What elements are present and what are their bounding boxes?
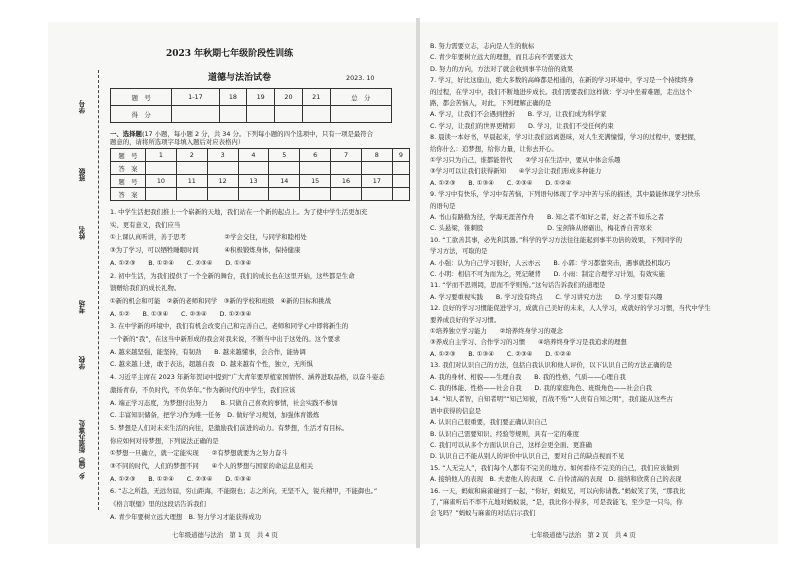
margin-label-student-id: 学号 [79, 100, 87, 114]
answer-cell[interactable] [361, 188, 392, 201]
question-line: ①培养独立学习能力 ②培养终身学习的观念 [430, 327, 563, 335]
score-header-cell: 18 [219, 89, 247, 106]
left-page [48, 22, 416, 544]
exam-title: 2023 年秋期七年级阶段性训练 [166, 49, 294, 59]
question-line: 给你什么：追梦想，给你力量，让你去开心。 [430, 144, 558, 153]
right-page-footer: 七年级道德与法治 第 2 页 共 4 页 [530, 531, 636, 539]
section-note-2: 题意的，请将所选项字母填入题后对应表格内） [110, 138, 245, 146]
answer-table [110, 148, 410, 201]
question-line: A. ①②③ B. ①②④ C. ②③④ D. ①③④ [110, 258, 252, 267]
question-line: B. 认识自己需要知识、经验等规则，具有一定的难度 [430, 429, 580, 438]
question-line: A. 学习，让我们不会遇到挫折 B. 学习，让我们成为科学家 [430, 110, 607, 119]
question-line: 7. 学习，好比这座山，绝大多数的高峰都是相通的，在新的学习环境中，学习是一个持续终身 [430, 76, 694, 85]
answer-cell[interactable] [207, 188, 238, 201]
score-header-cell: 19 [247, 89, 275, 106]
question-line: 你应如何对待梦想，下列说法正确的是 [110, 436, 219, 445]
question-line: 学习方法，可取的是 [430, 247, 488, 256]
question-line: 激扬青春，不负时代，不负华年。”作为新时代的中学生，我们应该 [110, 385, 296, 394]
question-line: 3. 在中学新的环境中，我们有机会改变自己和完善自己，老师和同学心中即将新生的 [110, 322, 349, 331]
question-line: A. 接纳他人的表现 B. 夫妻他人的表现 C. 自怜清高的表现 D. 接纳和欣赏自己的表现 [430, 475, 682, 484]
subject-title: 道德与法治试卷 [208, 73, 272, 83]
question-line: 12. 良好的学习习惯能促进学习，成就自己美好的未来，人人学习，成就好的学习习惯，当代中学生 [430, 304, 711, 313]
score-header-cell: 20 [275, 89, 303, 106]
question-line: 馈赠给我们的成长礼物。 [110, 284, 181, 293]
answer-number: 8 [361, 149, 392, 162]
question-line: D. 努力的方向，方法对了就会收到事半功倍的效果 [430, 64, 574, 73]
score-header-cell: 1-17 [172, 89, 219, 106]
section-heading: 一、选择题 [110, 130, 142, 138]
section-note: (17 小题，每小题 2 分，共 34 分。下列每小题的四个选项中，只有一项是最符合 [141, 130, 374, 138]
question-line: 11. “学而不思则罔，思而不学则殆。”这句话告诉我们的道理是 [430, 281, 606, 290]
score-row-label: 得 分 [111, 106, 172, 123]
question-line: A. 青少年要树立远大理想 B. 努力学习才能获得成功 [110, 512, 261, 521]
answer-cell[interactable] [331, 188, 362, 201]
question-line: 2. 初中生活，为我们提供了一个全新的舞台，我们的成长也在这里开始，这些都是生命 [110, 271, 355, 280]
question-line: A. 越来越坚强，能坚持，有韧劲 B. 越来越懂事，会合作，能协调 [110, 347, 306, 356]
question-line: 了，”麻雀听后不率不亢地对蚂蚁说，“是，我比你小得多，可是我能飞，至少是一只鸟，你 [430, 498, 683, 506]
question-line: 9. 学习中有快乐，学习中有苦恼，下列语句体现了学习中苦与乐的描述，其中最能体现学习快乐 [430, 190, 701, 199]
answer-cell[interactable] [238, 162, 269, 175]
answer-number: 9 [392, 149, 409, 162]
answer-number: 3 [207, 149, 238, 162]
margin-label-name: 姓名 [79, 226, 87, 240]
question-line: ③为了学习，可以牺牲睡眠时间 ④积极锻炼身体，保持健康 [110, 246, 301, 255]
answer-number: 6 [300, 149, 331, 162]
answer-label: 答 案 [111, 162, 146, 175]
binding-line [98, 70, 99, 510]
score-cell[interactable] [247, 106, 275, 123]
answer-cell[interactable] [146, 162, 177, 175]
answer-cell[interactable] [207, 162, 238, 175]
question-line: C. 头悬梁，锥刺股 D. 宝剑锋从磨砺出，梅花香自苦寒来 [430, 224, 653, 233]
question-line: A. 书山有路勤为径，学海无涯苦作舟 B. 知之者不如好之者，好之者不如乐之者 [430, 213, 665, 221]
question-line: B. 努力需要立志，志向是人生的航标 [430, 42, 535, 50]
question-line: 13. 我们对认识自己的方法，包括自我认识和他人评价，以下认识自己的方法正确的是 [430, 361, 673, 370]
question-line: 5. 梦想是人们对未来生活的向往，是激励我们前进的动力。有梦想，生活才有目标。 [110, 423, 349, 432]
exam-date: 2023. 10 [346, 74, 375, 82]
question-line: 会飞吗？”蚂蚁与麻雀的对话启示我们 [430, 509, 536, 518]
question-line: C. 越来越上进，敢于表达，超越自我 D. 越来越有个性，独立，无所惧 [110, 360, 313, 369]
question-line: A. ①②③ B. ①③④ C. ②③④ D. ①②④ [430, 349, 572, 358]
answer-cell[interactable] [176, 162, 207, 175]
answer-number: 7 [331, 149, 362, 162]
answer-cell[interactable] [361, 162, 392, 175]
margin-label-school: 学校 [79, 356, 87, 370]
question-line: 14. “知人者智，自知者明”“知己知彼，百战不殆”“人贵有自知之明”，我们能从这些古 [430, 395, 673, 404]
question-line: ①学习只为自己，谁都能替代 ②学习在生活中，要从中体会乐趣 [430, 156, 621, 164]
left-page-footer: 七年级道德与法治 第 1 页 共 4 页 [172, 531, 278, 539]
answer-cell[interactable] [392, 162, 409, 175]
answer-number: 11 [176, 175, 207, 188]
score-cell[interactable] [172, 106, 219, 123]
answer-cell [392, 175, 409, 188]
answer-header: 题 号 [111, 175, 146, 188]
question-line: 15. “人无完人”，我们每个人都有不完美的地方。如何看待不完美的自己，我们应该做到 [430, 463, 679, 472]
answer-number: 2 [176, 149, 207, 162]
question-line: A. 我的身材、相貌——生理自我 B. 我的性格、气质——心理自我 [430, 372, 626, 381]
question-line: ③学习可以让我们获得新知 ④学习会让我们形成多种能力 [430, 167, 602, 176]
question-line: ③养成自主学习、合作学习的习惯 ④培养终身学习是我追求的理想 [430, 338, 627, 347]
score-cell[interactable] [330, 106, 391, 123]
answer-number: 12 [207, 175, 238, 188]
question-line: ③不同的时代，人们的梦想不同 ④个人的梦想与国家的命运息息相关 [110, 462, 314, 470]
answer-cell[interactable] [176, 188, 207, 201]
question-line: A. 端正学习态度，为梦想付出努力 B. 只做自己喜欢的事情，社会实践不参加 [110, 398, 338, 407]
question-line: C. 学习，让我们的世界更精彩 D. 学习，让我们不受任何约束 [430, 121, 614, 130]
question-line: 10. “工欲善其事，必先利其器。”科学的学习方法往往能起到事半功倍的效果，下列同学的 [430, 235, 683, 244]
question-line: A. ①②③ B. ①②④ C. ②③④ D. ①③④ [110, 474, 252, 483]
question-line: C. 青少年要树立远大的理想，而且志向不需要远大 [430, 53, 573, 62]
question-line: 语中获得的信息是 [430, 406, 482, 415]
question-line: ①上课认真听讲，善于思考 ②学会交往，与同学和睦相处 [110, 233, 307, 242]
question-line: 的过程，在学习中，我们不断地进步成长。我们需要我们这样做：学习中坐着难题，走出这个 [430, 87, 693, 96]
question-line: 路，都会苦恼人，对此，下列理解正确的是 [430, 99, 552, 107]
question-line: C. 我的体能、性格——社会自我 D. 我的家庭角色、班级角色——社会自我 [430, 384, 653, 392]
question-line: A. ①② B. ①③④ C. ②③④ D. ①②③④ [110, 309, 252, 318]
question-line: C. 丰富知识储备，把学习作为唯一任务 D. 做好学习规划，加强体育锻炼 [110, 411, 320, 420]
answer-cell[interactable] [269, 162, 300, 175]
question-line: ①新的机会和可能 ②新的老师和同学 ③新的学校和班级 ④新的目标和挑战 [110, 296, 332, 305]
answer-header: 题 号 [111, 149, 146, 162]
question-line: 《格言联璧》里的这段话告诉我们 [110, 500, 206, 509]
score-header-cell: 总 分 [330, 89, 391, 106]
question-line: C. 我们可以从多个方面认识自己，这样会更全面、更准确 [430, 441, 592, 449]
margin-label-class: 班级 [79, 168, 87, 182]
answer-cell [392, 188, 409, 201]
answer-label: 答 案 [111, 188, 146, 201]
answer-cell[interactable] [238, 188, 269, 201]
score-table [110, 88, 392, 123]
question-line: 一个新的“我”，在这当中新形成的我会对我来说，不断当中出于这处的。这个要求 [110, 335, 341, 343]
answer-cell[interactable] [331, 162, 362, 175]
score-header-cell: 21 [302, 89, 330, 106]
answer-number: 13 [238, 175, 269, 188]
answer-number: 10 [146, 175, 177, 188]
question-line: ①梦想一旦确立，就一定能实现 ②有梦想就要为之努力奋斗 [110, 449, 288, 458]
answer-number: 17 [361, 175, 392, 188]
answer-cell[interactable] [300, 188, 331, 201]
question-line: 8. 晨读一本好书，早晨起来，学习让我们远离愚昧，对人生充满憧憬，学习的过程中，要把握， [430, 133, 701, 142]
question-line: A. 认识自己很重要，我们要正确认识自己 [430, 418, 547, 427]
score-cell[interactable] [275, 106, 303, 123]
question-line: 的语句是 [430, 201, 456, 210]
question-line: C. 小明：相信不可为而为之，死记硬背 D. 小雨：制定合理学习计划，有效实施 [430, 270, 665, 278]
question-line: A. ①②③ B. ①③④ C. ②③④ D. ①②④ [430, 178, 572, 187]
question-line: D. 认识自己不能从别人的评价中认识自己，要对自己的缺点视而不见 [430, 452, 625, 461]
score-header-cell: 题 号 [111, 89, 172, 106]
question-line: 4. 习近平主席在 2023 年新年贺词中提到“广大青年要厚植家国情怀、涵养进取品格，以奋斗姿态 [110, 373, 385, 382]
question-line: 16. 一天，蚂蚁和麻雀碰到了一起，“你好，蚂蚁兄，可以向你请教。”蚂蚁笑了笑，“那我比 [430, 486, 686, 495]
score-cell[interactable] [302, 106, 330, 123]
question-line: 实、更有意义，我们应当 [110, 220, 181, 229]
question-line: 要养成良好的学习习惯。 [430, 315, 501, 324]
answer-number: 1 [146, 149, 177, 162]
answer-number: 14 [269, 175, 300, 188]
answer-cell[interactable] [146, 188, 177, 201]
margin-label-township: 乡（镇）街道办事处 [79, 420, 87, 480]
right-page [420, 22, 778, 544]
question-line: 1. 中学生活把我们推上一个崭新的天地，我们站在一个新的起点上。为了使中学生活更加充 [110, 208, 368, 216]
answer-number: 5 [269, 149, 300, 162]
answer-cell[interactable] [269, 188, 300, 201]
answer-number: 4 [238, 149, 269, 162]
question-line: 6. “志之所趋，无远勿届，穷山距海，不能限也；志之所向，无坚不入，锐兵精甲，不能御也。” [110, 487, 378, 496]
answer-number: 16 [331, 175, 362, 188]
score-cell[interactable] [219, 106, 247, 123]
margin-label-exam-room: 考场 [79, 300, 87, 314]
answer-cell[interactable] [300, 162, 331, 175]
question-line: A. 小强：认为自己学习很好，人云亦云 B. 小郭：学习都靠突击，遇事就投机取巧 [430, 258, 671, 267]
question-line: A. 学习要重视实践 B. 学习没有终点 C. 学习讲究方法 D. 学习要有兴趣 [430, 292, 663, 301]
answer-number: 15 [300, 175, 331, 188]
